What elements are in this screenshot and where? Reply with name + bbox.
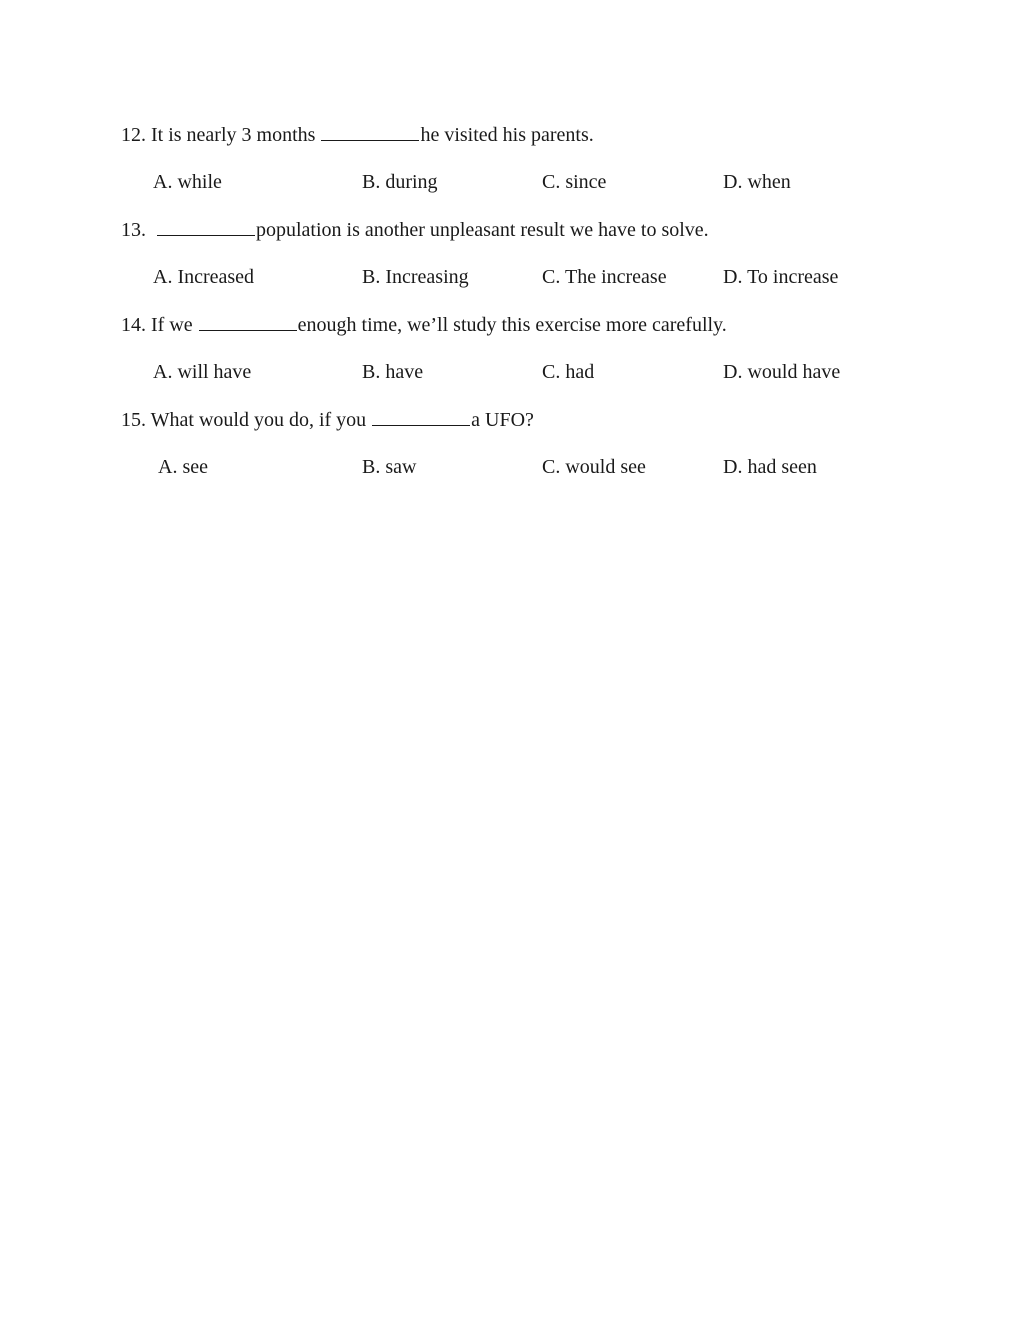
option-c: C. had xyxy=(542,361,595,383)
answer-blank xyxy=(199,312,297,331)
question-14 xyxy=(121,312,921,337)
option-b: B. saw xyxy=(362,456,417,478)
question-13 xyxy=(121,217,921,242)
option-c: C. The increase xyxy=(542,266,667,288)
question-text-before: If we xyxy=(146,314,198,336)
question-text-after: enough time, we’ll study this exercise more carefully. xyxy=(297,314,727,336)
option-d: D. To increase xyxy=(723,266,839,288)
option-c: C. since xyxy=(542,171,607,193)
question-text-before: What would you do, if you xyxy=(146,409,372,431)
question-number: 13. xyxy=(121,219,146,241)
question-number: 14. xyxy=(121,314,146,336)
option-d: D. when xyxy=(723,171,791,193)
question-number: 12. xyxy=(121,124,146,146)
options-row-13 xyxy=(0,265,1024,289)
option-a: A. see xyxy=(158,456,208,478)
question-text-before: It is nearly 3 months xyxy=(146,124,321,146)
question-text-after: he visited his parents. xyxy=(420,124,594,146)
option-d: D. would have xyxy=(723,361,841,383)
answer-blank xyxy=(321,122,419,141)
answer-blank xyxy=(157,217,255,236)
options-row-12 xyxy=(0,170,1024,194)
option-c: C. would see xyxy=(542,456,646,478)
option-d: D. had seen xyxy=(723,456,817,478)
option-a: A. Increased xyxy=(153,266,255,288)
option-b: B. have xyxy=(362,361,424,383)
option-a: A. will have xyxy=(153,361,252,383)
option-a: A. while xyxy=(153,171,222,193)
question-text-before xyxy=(146,219,156,241)
options-row-14 xyxy=(0,360,1024,384)
question-text-after: population is another unpleasant result we have to solve. xyxy=(256,219,709,241)
option-b: B. Increasing xyxy=(362,266,469,288)
question-number: 15. xyxy=(121,409,146,431)
question-15 xyxy=(121,407,921,432)
question-12 xyxy=(121,122,921,147)
question-text-after: a UFO? xyxy=(471,409,534,431)
option-b: B. during xyxy=(362,171,438,193)
options-row-15 xyxy=(0,455,1024,479)
answer-blank xyxy=(372,407,470,426)
